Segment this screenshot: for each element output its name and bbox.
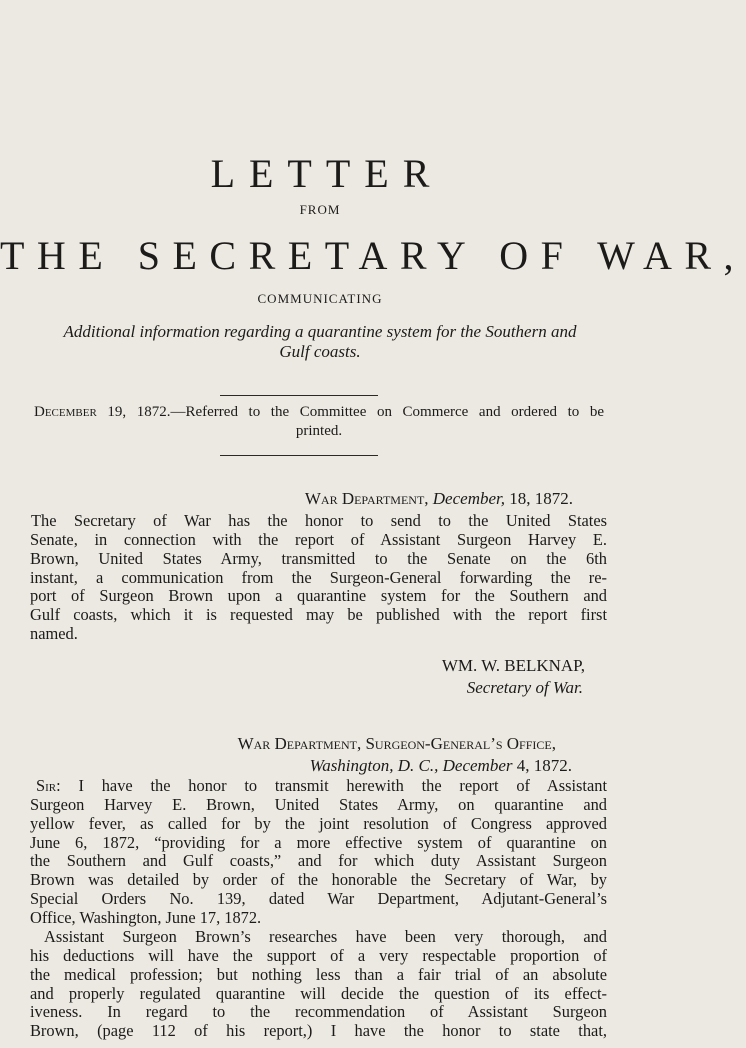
letter2-line: Surgeon Harvey E. Brown, United States Army, on quarantine and — [30, 794, 607, 814]
letter2-paragraph-2 — [30, 928, 607, 1041]
salutation: Sir: — [36, 776, 61, 795]
letter1-dateline-date: 18, 1872. — [505, 489, 573, 508]
letter2-line — [30, 777, 607, 796]
letter2-line: Brown was detailed by order of the honorable the Secretary of War, by — [30, 870, 607, 890]
letter1-line: named. — [30, 624, 78, 644]
letter2-dateline-office: War Department, Surgeon-General’s Office, — [237, 734, 556, 753]
letter2-line: Special Orders No. 139, dated War Department, Adjutant-General’s — [30, 889, 607, 909]
letter1-line: Brown, United States Army, transmitted to the Senate on the 6th — [30, 548, 607, 568]
letter2-line: yellow fever, as called for by the joint resolution of Congress approved — [30, 813, 607, 833]
letter1-dateline — [305, 488, 573, 509]
letter2-line: and properly regulated quarantine will decide the question of its effect- — [30, 983, 607, 1003]
letter2-paragraph-1 — [30, 777, 607, 928]
subject-line-1: Additional information regarding a quarantine system for the Southern and — [63, 322, 577, 341]
letter2-line: his deductions will have the support of a very respectable proportion of — [30, 945, 607, 965]
letter2-dateline-dc: D. C., — [397, 756, 439, 775]
letter1-line: Senate, in connection with the report of Assistant Surgeon Harvey E. — [30, 529, 607, 549]
letter1-line: Gulf coasts, which it is requested may be published with the report first — [30, 605, 607, 625]
letter1-line: instant, a communication from the Surgeon-General forwarding the re- — [30, 567, 607, 587]
referral-line-1 — [34, 403, 604, 422]
letter1-line: port of Surgeon Brown upon a quarantine system for the Southern and — [30, 586, 607, 606]
divider-rule — [220, 455, 378, 456]
letter2-line: Brown, (page 112 of his report,) I have the honor to state that, — [30, 1021, 607, 1041]
letter1-dateline-place: War Department, — [304, 489, 429, 508]
subject-line-2: Gulf coasts. — [279, 342, 361, 361]
signature-title: Secretary of War. — [466, 678, 583, 697]
letter2-dateline — [310, 755, 572, 776]
heading-from: FROM — [299, 202, 341, 217]
referral-line-2: printed. — [295, 423, 343, 439]
referral-month: December — [34, 404, 97, 420]
letter2-line: Office, Washington, June 17, 1872. — [30, 907, 262, 927]
letter2-line: June 6, 1872, “providing for a more effective system of quarantine on — [30, 832, 607, 852]
letter2-line: the medical profession; but nothing less than a fair trial of an absolute — [30, 964, 607, 984]
subject — [30, 322, 610, 362]
heading-letter: LETTER — [210, 151, 444, 196]
letter2-dateline-place: Washington, — [309, 756, 394, 775]
letter2-line-text: I have the honor to transmit herewith the report of Assistant — [60, 776, 607, 795]
letter1-line: The Secretary of War has the honor to send to the United States — [31, 511, 607, 530]
divider-rule — [220, 395, 378, 396]
referral-text: 19, 1872.—Referred to the Committee on Commerce and ordered to be — [96, 404, 604, 420]
letter2-dateline-date: 4, 1872. — [512, 756, 572, 775]
letter1-body — [30, 512, 607, 644]
heading-communicating: COMMUNICATING — [257, 291, 383, 306]
letter2-dateline-month: December — [442, 756, 513, 775]
letter2-line: the Southern and Gulf coasts,” and for which duty Assistant Surgeon — [30, 851, 607, 871]
referral-notice — [34, 403, 604, 441]
heading-secretary-of-war: THE SECRETARY OF WAR, — [0, 233, 746, 278]
letter2-line: iveness. In regard to the recommendation of Assistant Surgeon — [30, 1002, 607, 1022]
letter1-dateline-month: December, — [432, 489, 505, 508]
letter2-line: Assistant Surgeon Brown’s researches have been very thorough, and — [44, 927, 607, 946]
signature-name: WM. W. BELKNAP, — [441, 656, 585, 675]
